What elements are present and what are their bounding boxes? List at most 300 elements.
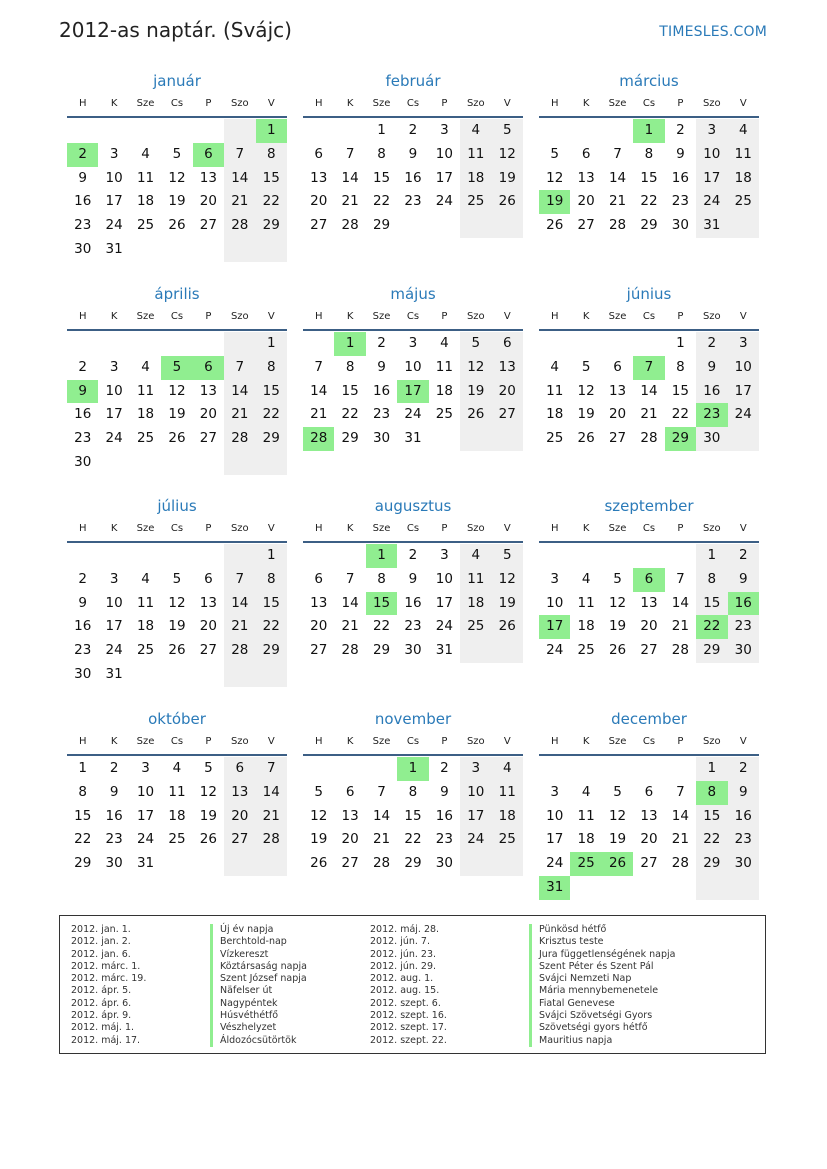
- empty-cell: [161, 852, 192, 876]
- holiday-name: Pünkösd hétfő: [529, 924, 675, 936]
- holiday-name: Fiatal Genevese: [529, 998, 675, 1010]
- holiday-name: Húsvéthétfő: [210, 1010, 307, 1022]
- empty-cell: [161, 332, 192, 356]
- weekday-header: [303, 92, 523, 118]
- day-cell: 12: [168, 594, 186, 611]
- brand-link[interactable]: TIMESLES.COM: [659, 24, 767, 40]
- day-cell: 5: [204, 760, 213, 776]
- empty-cell: [633, 544, 664, 568]
- day-cell: 12: [492, 568, 523, 592]
- holiday-day-cell: 8: [696, 781, 727, 805]
- day-cell: 6: [314, 145, 323, 162]
- holiday-date: 2012. ápr. 9.: [71, 1010, 132, 1022]
- holiday-day-cell: 1: [334, 332, 365, 356]
- day-cell: 19: [199, 807, 217, 824]
- empty-cell: [130, 238, 161, 262]
- day-cell: 10: [460, 781, 491, 805]
- day-cell: 6: [644, 783, 654, 800]
- weekday-label: Cs: [642, 98, 656, 109]
- day-cell: 18: [577, 618, 595, 635]
- day-cell: 13: [199, 382, 217, 399]
- holiday-day-cell: 28: [303, 427, 334, 451]
- empty-cell: [460, 214, 491, 238]
- day-cell: 20: [640, 831, 658, 848]
- day-cell: 3: [550, 570, 559, 587]
- empty-cell: [98, 332, 129, 356]
- holiday-day-cell: 1: [633, 119, 664, 143]
- day-cell: 28: [608, 217, 627, 234]
- day-cell: 15: [256, 380, 287, 404]
- holiday-day-cell: 6: [193, 356, 224, 380]
- empty-cell: [130, 332, 161, 356]
- holiday-date: 2012. márc. 1.: [71, 960, 141, 972]
- day-cell: 11: [136, 169, 155, 186]
- day-cell: 14: [341, 594, 359, 611]
- weekday-label: Cs: [406, 311, 420, 322]
- empty-cell: [633, 876, 664, 900]
- weekday-header: [539, 92, 759, 118]
- day-cell: 30: [74, 665, 92, 682]
- weekday-label: Sze: [136, 523, 155, 534]
- empty-cell: [602, 757, 633, 781]
- holiday-name: Berchtold-nap: [210, 936, 307, 948]
- weekday-label: Cs: [406, 98, 420, 109]
- day-cell: 24: [404, 406, 422, 423]
- day-grid: [303, 332, 523, 451]
- empty-cell: [492, 639, 523, 663]
- day-cell: 20: [310, 193, 328, 210]
- day-cell: 10: [696, 143, 727, 167]
- holiday-day-cell: 1: [366, 544, 397, 568]
- empty-cell: [224, 544, 255, 568]
- day-cell: 21: [671, 618, 689, 635]
- day-cell: 3: [460, 757, 491, 781]
- day-cell: 31: [696, 214, 727, 238]
- holiday-day-cell: 1: [256, 119, 287, 143]
- day-cell: 16: [74, 618, 92, 635]
- holiday-date: 2012. márc. 19.: [71, 973, 147, 985]
- day-cell: 13: [199, 594, 217, 611]
- weekday-header: [539, 517, 759, 543]
- holiday-date: 2012. aug. 15.: [370, 985, 440, 997]
- weekday-label: H: [314, 311, 323, 322]
- weekday-label: K: [346, 311, 354, 322]
- day-cell: 3: [696, 119, 727, 143]
- day-cell: 21: [224, 190, 255, 214]
- day-cell: 13: [608, 382, 627, 399]
- day-cell: 9: [440, 783, 449, 800]
- day-grid: [67, 757, 287, 876]
- weekday-label: P: [205, 523, 212, 534]
- day-cell: 4: [581, 570, 591, 587]
- day-grid: [303, 119, 523, 238]
- weekday-label: P: [205, 311, 212, 322]
- day-cell: 13: [640, 807, 658, 824]
- day-cell: 6: [345, 783, 355, 800]
- day-cell: 7: [256, 757, 287, 781]
- day-cell: 2: [440, 760, 449, 776]
- day-cell: 22: [671, 406, 689, 423]
- weekday-header: [67, 92, 287, 118]
- day-cell: 5: [314, 783, 323, 800]
- empty-cell: [303, 119, 334, 143]
- empty-cell: [366, 757, 397, 781]
- holiday-names-col-1: [210, 924, 307, 1047]
- day-cell: 23: [728, 615, 759, 639]
- weekday-label: P: [441, 98, 448, 109]
- day-cell: 20: [577, 193, 595, 210]
- day-cell: 4: [440, 335, 449, 351]
- weekday-header: [67, 517, 287, 543]
- day-cell: 20: [224, 805, 255, 829]
- holiday-name: Új év napja: [210, 924, 307, 936]
- day-cell: 24: [105, 430, 123, 447]
- day-cell: 21: [341, 618, 359, 635]
- day-cell: 27: [608, 430, 627, 447]
- day-cell: 9: [676, 145, 685, 162]
- day-cell: 8: [676, 358, 685, 375]
- day-cell: 17: [696, 167, 727, 191]
- holiday-day-cell: 2: [67, 143, 98, 167]
- day-cell: 28: [224, 214, 255, 238]
- holiday-day-cell: 16: [728, 592, 759, 616]
- empty-cell: [224, 663, 255, 687]
- day-cell: 4: [728, 119, 759, 143]
- day-cell: 7: [224, 568, 255, 592]
- day-cell: 23: [74, 217, 92, 234]
- day-cell: 26: [168, 430, 186, 447]
- empty-cell: [67, 332, 98, 356]
- day-cell: 4: [550, 358, 559, 375]
- day-cell: 22: [640, 193, 658, 210]
- weekday-header: [539, 730, 759, 756]
- holiday-name: Szövetségi gyors hétfő: [529, 1022, 675, 1034]
- day-cell: 18: [728, 167, 759, 191]
- weekday-header: [67, 730, 287, 756]
- day-cell: 29: [341, 430, 359, 447]
- day-cell: 19: [460, 380, 491, 404]
- empty-cell: [193, 451, 224, 475]
- day-cell: 9: [377, 358, 386, 375]
- day-cell: 23: [74, 430, 92, 447]
- day-cell: 20: [492, 380, 523, 404]
- day-cell: 24: [105, 642, 123, 659]
- month-title: július: [157, 497, 197, 515]
- day-cell: 18: [492, 805, 523, 829]
- empty-cell: [728, 214, 759, 238]
- weekday-label: V: [739, 736, 747, 747]
- weekday-label: V: [267, 523, 275, 534]
- weekday-label: K: [346, 736, 354, 747]
- weekday-label: Szo: [702, 736, 721, 747]
- day-cell: 13: [310, 169, 328, 186]
- day-cell: 18: [460, 167, 491, 191]
- day-cell: 19: [608, 618, 627, 635]
- day-cell: 26: [199, 831, 217, 848]
- day-cell: 8: [256, 356, 287, 380]
- day-cell: 28: [224, 427, 255, 451]
- weekday-label: K: [110, 311, 118, 322]
- day-cell: 11: [136, 382, 155, 399]
- day-grid: [67, 119, 287, 262]
- day-cell: 25: [577, 642, 595, 659]
- holiday-date: 2012. jan. 2.: [71, 936, 131, 948]
- day-cell: 23: [404, 618, 422, 635]
- day-cell: 24: [546, 642, 564, 659]
- empty-cell: [98, 544, 129, 568]
- weekday-label: Sze: [136, 98, 155, 109]
- day-cell: 19: [608, 831, 627, 848]
- empty-cell: [397, 214, 428, 238]
- day-cell: 19: [310, 831, 328, 848]
- weekday-label: Cs: [642, 523, 656, 534]
- day-cell: 1: [696, 544, 727, 568]
- day-cell: 7: [676, 570, 685, 587]
- day-cell: 3: [728, 332, 759, 356]
- day-cell: 21: [224, 615, 255, 639]
- day-cell: 17: [105, 193, 123, 210]
- day-cell: 7: [314, 358, 323, 375]
- day-cell: 24: [696, 190, 727, 214]
- day-cell: 4: [141, 570, 150, 587]
- day-cell: 4: [172, 760, 182, 776]
- holiday-name: Svájci Szövetségi Gyors: [529, 1010, 675, 1022]
- day-cell: 27: [640, 855, 658, 872]
- holiday-date: 2012. aug. 1.: [370, 973, 434, 985]
- empty-cell: [224, 238, 255, 262]
- day-cell: 29: [256, 214, 287, 238]
- empty-cell: [193, 852, 224, 876]
- day-cell: 18: [136, 193, 155, 210]
- day-cell: 13: [492, 356, 523, 380]
- day-cell: 17: [435, 594, 453, 611]
- holiday-name: Krisztus teste: [529, 936, 675, 948]
- day-cell: 8: [696, 568, 727, 592]
- holiday-day-cell: 9: [67, 380, 98, 404]
- weekday-label: K: [582, 523, 590, 534]
- day-cell: 3: [109, 145, 119, 162]
- holiday-day-cell: 17: [397, 380, 428, 404]
- weekday-label: P: [441, 523, 448, 534]
- day-cell: 18: [136, 618, 155, 635]
- weekday-label: Cs: [170, 523, 184, 534]
- weekday-label: V: [503, 98, 511, 109]
- day-cell: 16: [696, 380, 727, 404]
- day-cell: 2: [408, 547, 418, 563]
- day-cell: 1: [256, 332, 287, 356]
- day-cell: 5: [460, 332, 491, 356]
- weekday-label: Szo: [702, 523, 721, 534]
- day-cell: 27: [310, 217, 328, 234]
- day-cell: 25: [136, 430, 155, 447]
- day-cell: 20: [199, 406, 217, 423]
- day-cell: 15: [696, 592, 727, 616]
- day-cell: 14: [640, 382, 658, 399]
- empty-cell: [256, 238, 287, 262]
- day-cell: 27: [199, 642, 217, 659]
- day-cell: 14: [671, 594, 689, 611]
- day-cell: 5: [550, 145, 559, 162]
- day-cell: 22: [256, 190, 287, 214]
- day-cell: 22: [341, 406, 359, 423]
- holiday-date: 2012. jún. 23.: [370, 948, 437, 960]
- day-cell: 17: [460, 805, 491, 829]
- day-cell: 28: [640, 430, 658, 447]
- day-cell: 27: [199, 217, 217, 234]
- day-cell: 7: [676, 783, 685, 800]
- empty-cell: [429, 427, 460, 451]
- day-cell: 13: [310, 594, 328, 611]
- day-cell: 19: [492, 167, 523, 191]
- empty-cell: [256, 852, 287, 876]
- day-cell: 18: [435, 382, 453, 399]
- holiday-date: 2012. szept. 6.: [370, 997, 441, 1009]
- day-cell: 21: [310, 406, 328, 423]
- day-cell: 16: [435, 807, 453, 824]
- holiday-day-cell: 31: [539, 876, 570, 900]
- day-cell: 7: [345, 145, 355, 162]
- weekday-label: V: [739, 98, 747, 109]
- weekday-label: V: [267, 98, 275, 109]
- weekday-label: K: [582, 311, 590, 322]
- day-cell: 12: [608, 807, 627, 824]
- empty-cell: [303, 544, 334, 568]
- holiday-name: Vészhelyzet: [210, 1022, 307, 1034]
- day-cell: 30: [728, 852, 759, 876]
- day-cell: 16: [404, 169, 422, 186]
- weekday-label: V: [267, 736, 275, 747]
- day-cell: 18: [460, 592, 491, 616]
- empty-cell: [460, 427, 491, 451]
- day-cell: 22: [404, 831, 422, 848]
- day-cell: 28: [224, 639, 255, 663]
- weekday-label: Szo: [230, 736, 249, 747]
- weekday-label: Szo: [466, 736, 485, 747]
- day-cell: 17: [435, 169, 453, 186]
- weekday-label: K: [582, 736, 590, 747]
- day-cell: 12: [608, 594, 627, 611]
- empty-cell: [539, 332, 570, 356]
- day-cell: 6: [314, 570, 323, 587]
- day-cell: 2: [78, 358, 87, 375]
- empty-cell: [130, 663, 161, 687]
- day-cell: 13: [199, 169, 217, 186]
- empty-cell: [460, 852, 491, 876]
- weekday-label: Szo: [466, 311, 485, 322]
- holiday-name: Vízkereszt: [210, 949, 307, 961]
- day-cell: 4: [460, 544, 491, 568]
- day-cell: 29: [640, 217, 658, 234]
- day-cell: 3: [109, 570, 119, 587]
- day-cell: 16: [372, 382, 391, 399]
- holiday-dates-col-2: [370, 924, 447, 1047]
- day-cell: 5: [172, 570, 182, 587]
- day-cell: 15: [256, 592, 287, 616]
- day-cell: 6: [224, 757, 255, 781]
- day-cell: 4: [460, 119, 491, 143]
- day-cell: 30: [671, 217, 689, 234]
- weekday-label: H: [314, 523, 323, 534]
- empty-cell: [67, 119, 98, 143]
- weekday-label: Sze: [608, 736, 627, 747]
- day-cell: 15: [404, 807, 422, 824]
- day-cell: 1: [256, 544, 287, 568]
- holiday-date: 2012. máj. 28.: [370, 924, 440, 935]
- day-cell: 15: [696, 805, 727, 829]
- weekday-label: Sze: [136, 736, 155, 747]
- day-cell: 20: [608, 406, 627, 423]
- empty-cell: [224, 451, 255, 475]
- day-cell: 14: [256, 781, 287, 805]
- weekday-label: K: [110, 736, 118, 747]
- day-grid: [67, 544, 287, 687]
- day-cell: 20: [640, 618, 658, 635]
- day-cell: 31: [105, 240, 123, 257]
- weekday-label: K: [582, 98, 590, 109]
- day-cell: 22: [372, 193, 391, 210]
- weekday-label: K: [110, 523, 118, 534]
- holiday-day-cell: 7: [633, 356, 664, 380]
- day-cell: 17: [728, 380, 759, 404]
- weekday-label: Cs: [170, 736, 184, 747]
- weekday-label: Cs: [406, 523, 420, 534]
- weekday-label: P: [677, 523, 684, 534]
- day-cell: 4: [492, 757, 523, 781]
- day-cell: 8: [256, 568, 287, 592]
- weekday-label: Szo: [466, 98, 485, 109]
- holiday-date: 2012. máj. 17.: [71, 1034, 141, 1046]
- day-cell: 6: [581, 145, 591, 162]
- day-cell: 14: [341, 169, 359, 186]
- holiday-day-cell: 19: [539, 190, 570, 214]
- day-cell: 5: [613, 570, 622, 587]
- day-cell: 16: [404, 594, 422, 611]
- holiday-date: 2012. jún. 29.: [370, 960, 437, 972]
- empty-cell: [728, 427, 759, 451]
- day-cell: 13: [224, 781, 255, 805]
- empty-cell: [193, 119, 224, 143]
- day-cell: 22: [256, 615, 287, 639]
- day-cell: 30: [105, 855, 123, 872]
- holiday-day-cell: 25: [570, 852, 601, 876]
- day-cell: 24: [435, 193, 453, 210]
- day-cell: 19: [168, 618, 186, 635]
- day-cell: 24: [136, 831, 155, 848]
- day-cell: 2: [728, 757, 759, 781]
- holiday-dates-col-1: [71, 924, 146, 1047]
- day-cell: 5: [492, 119, 523, 143]
- day-cell: 2: [728, 544, 759, 568]
- empty-cell: [193, 332, 224, 356]
- weekday-label: P: [677, 98, 684, 109]
- day-cell: 12: [168, 169, 186, 186]
- day-cell: 24: [728, 403, 759, 427]
- day-cell: 14: [310, 382, 328, 399]
- day-cell: 11: [168, 783, 186, 800]
- weekday-label: V: [503, 311, 511, 322]
- empty-cell: [602, 876, 633, 900]
- day-cell: 9: [78, 169, 87, 186]
- month-title: szeptember: [604, 497, 694, 515]
- day-grid: [303, 757, 523, 876]
- holiday-name: Mária mennybemenetele: [529, 985, 675, 997]
- day-grid: [539, 332, 759, 451]
- month-title: december: [611, 710, 687, 728]
- day-cell: 30: [74, 240, 92, 257]
- empty-cell: [460, 639, 491, 663]
- empty-cell: [570, 757, 601, 781]
- empty-cell: [665, 757, 696, 781]
